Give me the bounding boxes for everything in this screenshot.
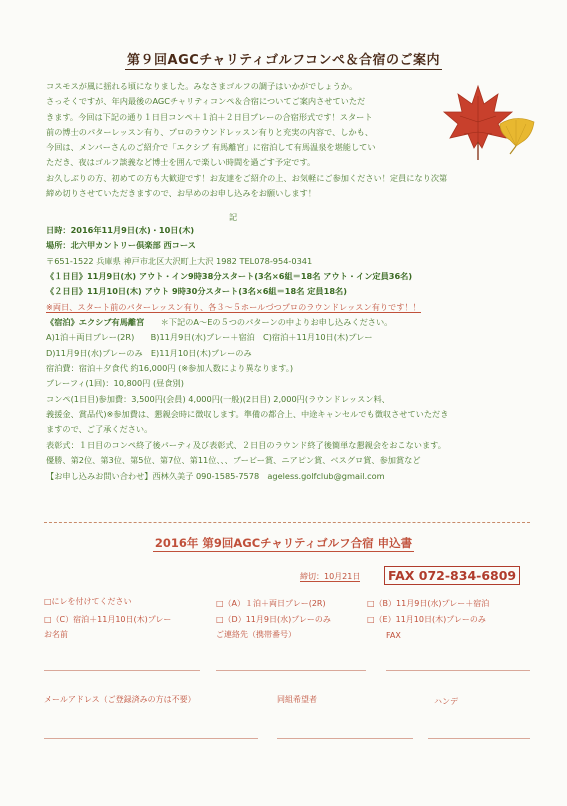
option-d-checkbox[interactable]: □（D）11月9日(水)プレーのみ bbox=[216, 615, 331, 624]
date-label: 日時： bbox=[46, 225, 71, 235]
intro-line: きます。今回は下記の通り１日目コンペ＋１泊＋２日目プレーの合宿形式です！スタート bbox=[46, 111, 373, 122]
fax-label: FAX bbox=[386, 631, 401, 640]
contact-info: 【お申し込みお問い合わせ】西林久美子 090-1585-7578 ageless.golfclub@gmail.com bbox=[46, 470, 385, 481]
competition-fee: 義援金、賞品代)※参加費は、懇親会時に徴収します。準備の都合上、中途キャンセルでも徴収させていただき bbox=[46, 409, 449, 420]
competition-fee: コンペ(1日目)参加費：3,500円(会員) 4,000円(一般)(2日目) 2,000円(ラウンドレッスン料、 bbox=[46, 393, 390, 404]
play-fee: プレーフィ(1回)：10,800円 (昼食別) bbox=[46, 378, 184, 389]
form-title-text: 2016年 第9回AGCチャリティゴルフ合宿 申込書 bbox=[154, 536, 413, 550]
check-instruction: □にレを付けてください bbox=[44, 597, 132, 606]
page-title bbox=[0, 49, 567, 68]
handicap-input-line[interactable] bbox=[428, 738, 530, 739]
option-b-checkbox[interactable]: □（B）11月9日(水)プレー＋宿泊 bbox=[367, 599, 490, 608]
deadline-text: 締切：10月21日 bbox=[300, 572, 361, 581]
option-c-checkbox[interactable]: □（C）宿泊＋11月10日(木)プレー bbox=[44, 615, 172, 624]
venue-address: 〒651-1522 兵庫県 神戸市北区大沢町上大沢 1982 TEL078-954-0341 bbox=[46, 255, 313, 266]
option-a-checkbox[interactable]: □（A）１泊＋両日プレー(2R) bbox=[216, 599, 326, 608]
intro-line: コスモスが風に揺れる頃になりました。みなさまゴルフの調子はいかがでしょうか。 bbox=[46, 81, 358, 91]
intro-line: ただき、夜はゴルフ談義など博士を囲んで楽しい時間を過ごす予定です。 bbox=[46, 157, 316, 168]
intro-line: お久しぶりの方、初めての方も大歓迎です！お友達をご紹介の上、お気軽にご参加ください！定員になり次第 bbox=[46, 172, 448, 183]
name-input-line[interactable] bbox=[44, 670, 200, 671]
form-title bbox=[0, 535, 567, 551]
competition-fee: ますので、ご了承ください。 bbox=[46, 424, 153, 435]
event-details bbox=[46, 223, 546, 484]
award-info: 優勝、第2位、第3位、第5位、第7位、第11位、、、ブービー賞、ニアピン賞、ベスグロ賞、参加賞など bbox=[46, 455, 421, 466]
page-title-text: 第９回AGCチャリティゴルフコンペ＆合宿のご案内 bbox=[127, 53, 440, 68]
stay-label: 《宿泊》エクシブ有馬離宮 bbox=[46, 317, 145, 328]
date-value: 2016年11月9日(水)・10日(木) bbox=[70, 225, 195, 235]
fax-input-line[interactable] bbox=[386, 670, 530, 671]
options-line-2: D)11月9日(水)プレーのみ E)11月10日(木)プレーのみ bbox=[46, 347, 252, 358]
intro-line: 今回は、メンバーさんのご紹介で「エクシブ 有馬離宮」に宿泊して有馬温泉を堪能してい bbox=[46, 142, 376, 153]
lesson-note: ※両日、スタート前のパターレッスン有り、各３～５ホールづつプロのラウンドレッスン有りです！！ bbox=[46, 301, 421, 312]
ki-mark: 記 bbox=[229, 212, 238, 222]
deadline bbox=[300, 571, 360, 582]
contact-label: ご連絡先（携帯番号） bbox=[216, 630, 296, 639]
fax-number: FAX 072-834-6809 bbox=[384, 566, 520, 585]
partner-label: 同組希望者 bbox=[277, 695, 317, 704]
intro-line: 締め切りさせていただきますので、お早めのお申し込みをお願いします！ bbox=[46, 188, 317, 199]
stay-fee: 宿泊費：宿泊＋夕食代 約16,000円 (※参加人数により異なります。) bbox=[46, 363, 294, 374]
day1-schedule: 《１日目》11月9日(水) アウト・イン9時38分スタート(3名×6組＝18名 アウト・イン定員36名) bbox=[46, 271, 413, 282]
email-label: メールアドレス（ご登録済みの方は不要） bbox=[44, 695, 196, 704]
venue-label: 場所： bbox=[46, 240, 71, 251]
option-e-checkbox[interactable]: □（E）11月10日(木)プレーのみ bbox=[367, 615, 486, 624]
ginkgo-leaf-icon bbox=[494, 112, 538, 156]
partner-input-line[interactable] bbox=[277, 738, 413, 739]
stay-note: ＊下記のA～Eの５つのパターンの中よりお申し込みください。 bbox=[160, 317, 393, 328]
name-label: お名前 bbox=[44, 630, 68, 639]
intro-line: さっそくですが、年内最後のAGCチャリティコンペ＆合宿についてご案内させていただ bbox=[46, 96, 366, 107]
award-info: 表彰式：１日目のコンペ終了後パーティ及び表彰式、２日目のラウンド終了後簡単な懇親会をおこないます。 bbox=[46, 439, 446, 450]
day2-schedule: 《２日目》11月10日(木) アウト 9時30分スタート(3名×6組＝18名 定員18名) bbox=[46, 286, 347, 297]
contact-input-line[interactable] bbox=[216, 670, 366, 671]
email-input-line[interactable] bbox=[44, 738, 258, 739]
handicap-label: ハンデ bbox=[434, 697, 458, 706]
dashed-divider bbox=[44, 522, 530, 523]
intro-paragraph bbox=[46, 79, 446, 201]
venue-value: 北六甲カントリー倶楽部 西コース bbox=[70, 240, 196, 251]
intro-line: 前の博士のパターレッスン有り、プロのラウンドレッスン有りと充実の内容で、しかも、 bbox=[46, 126, 374, 137]
options-line-1: A)1泊＋両日プレー(2R) B)11月9日(水)プレー＋宿泊 C)宿泊＋11月10日(木)プレー bbox=[46, 332, 373, 343]
